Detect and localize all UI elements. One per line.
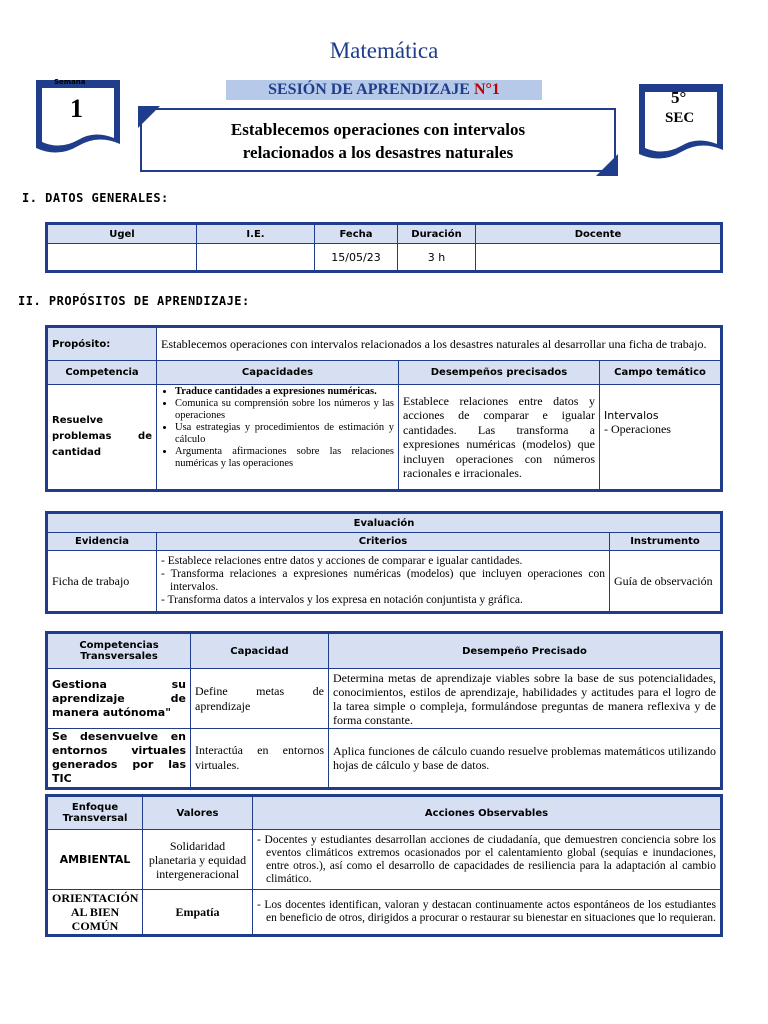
col-desempeno-precisado: Desempeño Precisado (329, 633, 722, 669)
transversal-competencia: Se desenvuelve en entornos virtuales generados por las TIC (47, 729, 191, 789)
subject-title: Matemática (329, 38, 439, 63)
enfoque-acciones (253, 830, 722, 890)
capacidad-item: • Traduce cantidades a expresiones numéricas. (175, 386, 394, 398)
col-capacidades: Capacidades (157, 361, 399, 385)
session-title-line2: relacionados a los desastres naturales (242, 143, 514, 162)
corner-decoration (138, 106, 160, 128)
capacidad-item: • Usa estrategias y procedimientos de estimación y cálculo (175, 422, 394, 446)
capacidad-item: • Argumenta afirmaciones sobre las relaciones numéricas y las operaciones (175, 446, 394, 470)
transversal-capacidad: Interactúa en entornos virtuales. (191, 729, 329, 789)
session-number: N°1 (473, 81, 500, 98)
enfoque-table (45, 794, 723, 937)
enfoque-name: AMBIENTAL (47, 830, 143, 890)
col-ugel: Ugel (47, 224, 197, 244)
col-desempenos: Desempeños precisados (399, 361, 600, 385)
col-ie: I.E. (197, 224, 315, 244)
evidencia-cell: Ficha de trabajo (47, 551, 157, 613)
value-ie (197, 244, 315, 272)
col-docente: Docente (476, 224, 722, 244)
session-title-box (140, 108, 616, 172)
section-heading-datos: I. DATOS GENERALES: (22, 191, 169, 205)
transversal-desempeno: Determina metas de aprendizaje viables sobre la base de sus potencialidades, conocimientos, estilos de aprendizaje, habilidades y actitudes para el logro de la tarea simple o compleja, formulándose preguntas de manera reflexiva y de forma constante. (329, 669, 722, 729)
evaluation-title: Evaluación (47, 513, 722, 533)
corner-decoration (596, 154, 618, 176)
col-instrumento: Instrumento (610, 533, 722, 551)
col-capacidad: Capacidad (191, 633, 329, 669)
value-docente (476, 244, 722, 272)
transversal-competencia: Gestiona su aprendizaje de manera autónoma" (47, 669, 191, 729)
competencia-cell: Resuelve problemas de cantidad (47, 385, 157, 491)
value-fecha: 15/05/23 (315, 244, 398, 272)
accion-item: - Docentes y estudiantes desarrollan acciones de ciudadanía, que demuestren conciencia sobre los eventos climáticos extremos ocasionados por el calentamiento global (sequías e inundaciones, entre otros.), así como el desarrollo de capacidades de resiliencia para la adaptación al cambio climático. (257, 833, 716, 885)
value-ugel (47, 244, 197, 272)
col-valores: Valores (143, 796, 253, 830)
col-competencias-transversales: Competencias Transversales (47, 633, 191, 669)
purpose-text: Establecemos operaciones con intervalos relacionados a los desastres naturales al desarrollar una ficha de trabajo. (157, 327, 722, 361)
grade-number: 5° (671, 88, 687, 107)
col-campo: Campo temático (600, 361, 722, 385)
evaluation-table (45, 511, 723, 614)
grade-badge (637, 82, 725, 152)
col-criterios: Criterios (157, 533, 610, 551)
session-label: SESIÓN DE APRENDIZAJE (268, 81, 474, 98)
enfoque-name: ORIENTACIÓN AL BIEN COMÚN (47, 890, 143, 936)
value-duracion: 3 h (398, 244, 476, 272)
capacidades-cell (157, 385, 399, 491)
col-fecha: Fecha (315, 224, 398, 244)
col-enfoque: Enfoque Transversal (47, 796, 143, 830)
criterio-item: - Transforma datos a intervalos y los expresa en notación conjuntista y gráfica. (161, 594, 523, 606)
campo-item: - Operaciones (604, 422, 671, 436)
transversal-table (45, 631, 723, 790)
enfoque-valores: Solidaridad planetaria y equidad intergeneracional (143, 830, 253, 890)
desempeno-cell: Establece relaciones entre datos y acciones de comparar e igualar cantidades. Las transforma a expresiones numéricas (modelos) que incluyen operaciones con números racionales e irracionales. (399, 385, 600, 491)
campo-cell (600, 385, 722, 491)
criterios-cell (157, 551, 610, 613)
session-title-line1: Establecemos operaciones con intervalos (230, 120, 526, 139)
week-label: Semana (54, 78, 86, 86)
instrumento-cell: Guía de observación (610, 551, 722, 613)
enfoque-acciones (253, 890, 722, 936)
accion-item: - Los docentes identifican, valoran y destacan continuamente actos espontáneos de los estudiantes en beneficio de otros, dirigidos a procurar o restaurar su bienestar en situaciones que lo requieran. (257, 899, 716, 924)
enfoque-valores: Empatía (143, 890, 253, 936)
col-acciones: Acciones Observables (253, 796, 722, 830)
capacidad-item: • Comunica su comprensión sobre los números y las operaciones (175, 398, 394, 422)
campo-title: Intervalos (604, 409, 659, 422)
general-data-table (45, 222, 723, 273)
col-competencia: Competencia (47, 361, 157, 385)
week-badge (34, 76, 122, 146)
section-heading-propositos: II. PROPÓSITOS DE APRENDIZAJE: (18, 294, 250, 308)
col-duracion: Duración (398, 224, 476, 244)
criterio-item: - Transforma relaciones a expresiones numéricas (modelos) que incluyen operaciones con intervalos. (161, 568, 605, 593)
transversal-capacidad: Define metas de aprendizaje (191, 669, 329, 729)
purpose-table (45, 325, 723, 492)
session-banner (226, 80, 542, 100)
purpose-label: Propósito: (47, 327, 157, 361)
criterio-item: - Establece relaciones entre datos y acciones de comparar e igualar cantidades. (161, 555, 523, 567)
col-evidencia: Evidencia (47, 533, 157, 551)
week-number: 1 (70, 94, 83, 123)
transversal-desempeno: Aplica funciones de cálculo cuando resuelve problemas matemáticos utilizando hojas de cálculo y base de datos. (329, 729, 722, 789)
section-label: SEC (665, 110, 695, 126)
